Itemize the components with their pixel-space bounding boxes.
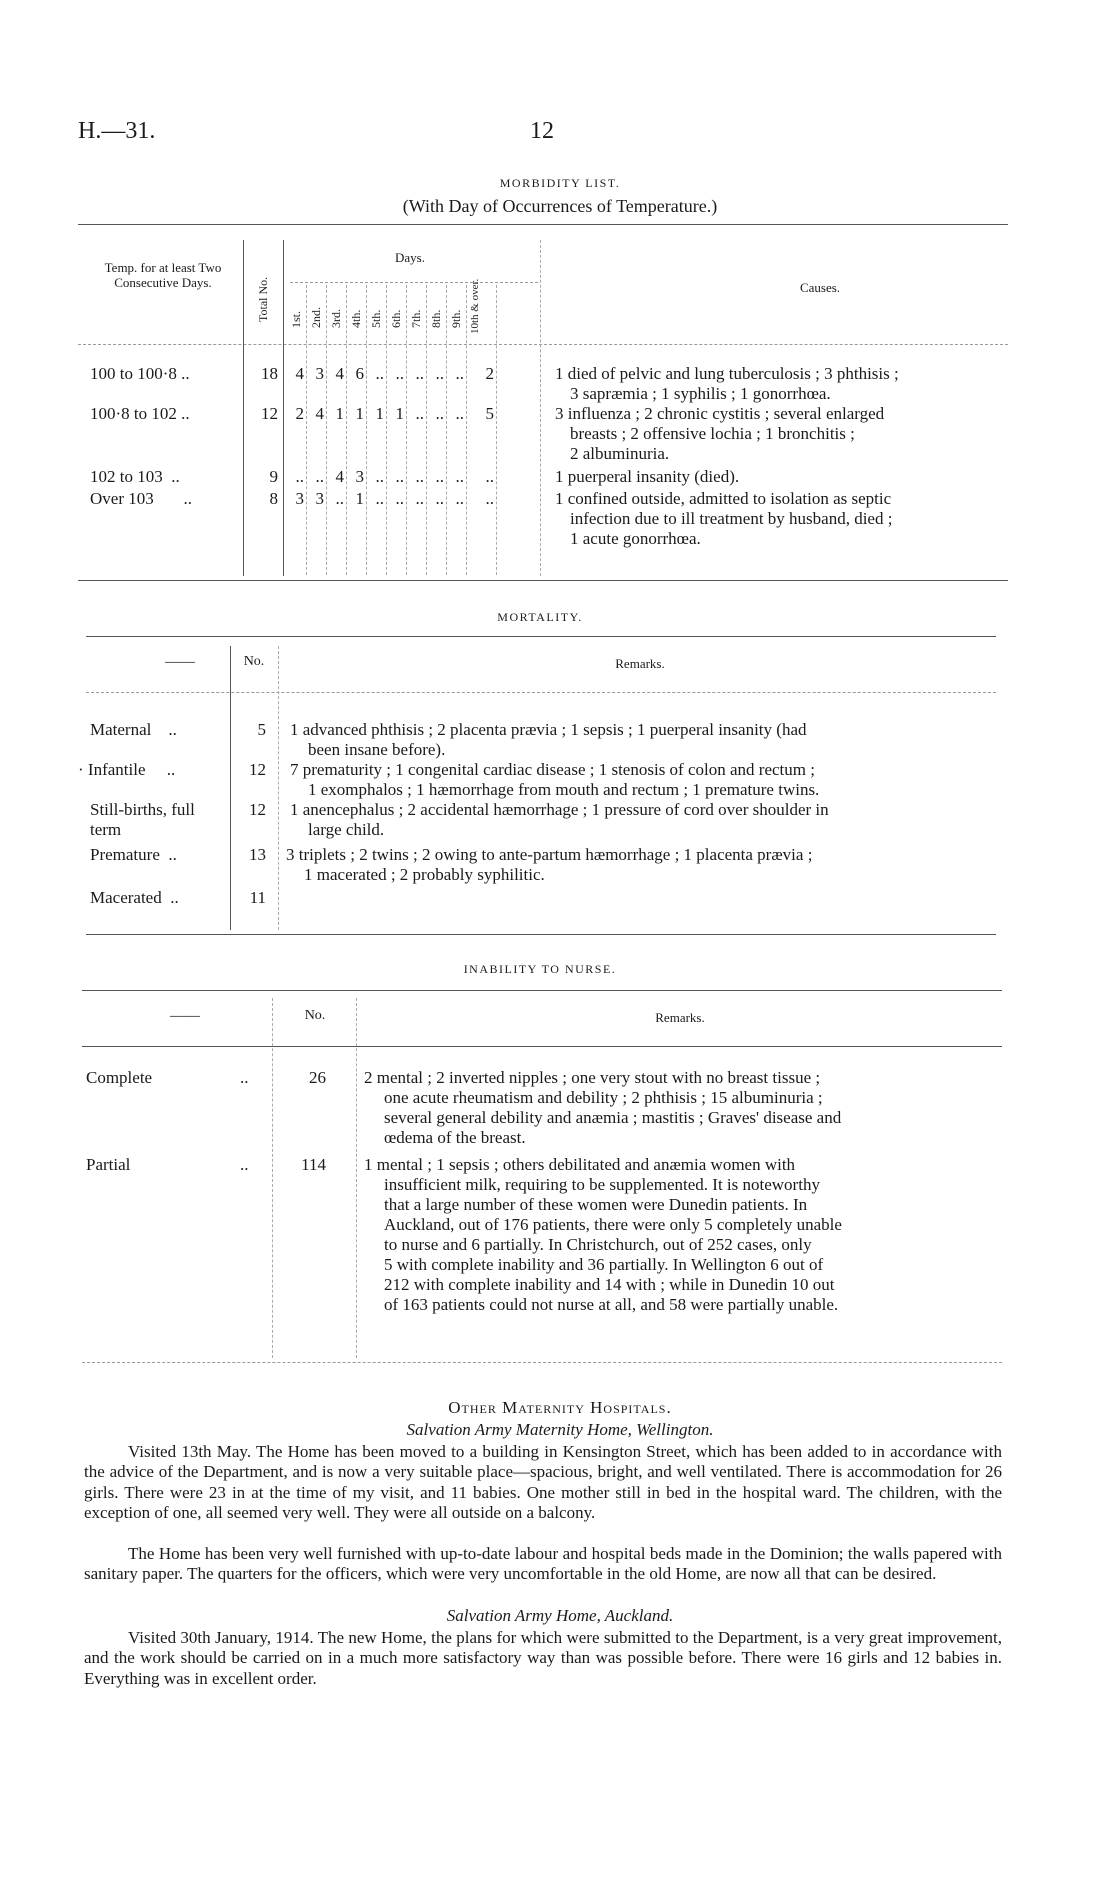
col-causes-header: Causes. [799, 280, 841, 295]
inability-remark: 212 with complete inability and 14 with ; while in Dunedin 10 out [384, 1275, 835, 1294]
inability-remark: one acute rheumatism and debility ; 2 phthisis ; 15 albuminuria ; [384, 1088, 823, 1107]
inability-remark: that a large number of these women were Dunedin patients. In [384, 1195, 808, 1214]
mortality-count: 11 [249, 888, 266, 907]
mortality-count: 12 [249, 760, 266, 779]
mortality-label: Still-births, full [90, 800, 195, 819]
day-value: .. [375, 467, 384, 486]
day-value: .. [335, 489, 344, 508]
mortality-col-type: —— [165, 654, 195, 670]
paragraph: Visited 30th January, 1914. The new Home, the plans for which were submitted to the Department, is a very great improvement, and the work should be carried on in a much more satisfactory way than was possible before. There were 16 girls and 12 babies in. Everything was in excellent order. [84, 1628, 1002, 1688]
col-days-header: Days. [395, 250, 425, 265]
day-header-10: 10th & over. [469, 278, 481, 334]
col-total-header: Total No. [256, 276, 270, 322]
day-value: .. [485, 467, 494, 486]
day-value: 6 [355, 364, 364, 383]
mortality-remark: 7 prematurity ; 1 congenital cardiac disease ; 1 stenosis of colon and rectum ; [290, 760, 815, 779]
total-count: 12 [261, 404, 278, 423]
leader-dots: .. [240, 1155, 249, 1174]
inability-remark: several general debility and anæmia ; mastitis ; Graves' disease and [384, 1108, 842, 1127]
mortality-remark: 1 macerated ; 2 probably syphilitic. [304, 865, 545, 884]
day-value: 1 [395, 404, 404, 423]
day-header-9: 9th. [449, 309, 463, 328]
inability-count: 26 [309, 1068, 326, 1087]
causes-text: 1 died of pelvic and lung tuberculosis ; 3 phthisis ; [555, 364, 899, 383]
day-header-8: 8th. [429, 309, 443, 328]
mortality-col-remarks: Remarks. [615, 656, 665, 671]
morbidity-title: MORBIDITY LIST. [499, 176, 621, 190]
day-header-1: 1st. [289, 310, 303, 328]
day-value: .. [375, 489, 384, 508]
day-value: .. [415, 364, 424, 383]
mortality-label: Premature .. [90, 845, 177, 864]
day-value: 4 [315, 404, 324, 423]
day-value: .. [415, 489, 424, 508]
mortality-title: MORTALITY. [497, 610, 583, 624]
day-header-4: 4th. [349, 309, 363, 328]
day-value: .. [435, 467, 444, 486]
day-value: 4 [335, 364, 344, 383]
day-value: 1 [355, 489, 364, 508]
total-count: 9 [269, 467, 278, 486]
day-value: .. [435, 364, 444, 383]
day-value: .. [375, 364, 384, 383]
day-value: .. [435, 404, 444, 423]
inability-col-remarks: Remarks. [655, 1010, 705, 1025]
day-value: 1 [375, 404, 384, 423]
day-value: 2 [295, 404, 304, 423]
mortality-label: Macerated .. [90, 888, 179, 907]
day-value: 1 [355, 404, 364, 423]
causes-text: 1 acute gonorrhœa. [570, 529, 701, 548]
inability-remark: insufficient milk, requiring to be supplemented. It is noteworthy [384, 1175, 820, 1194]
day-value: .. [315, 467, 324, 486]
mortality-remark: 1 anencephalus ; 2 accidental hæmorrhage ; 1 pressure of cord over shoulder in [290, 800, 829, 819]
day-value: .. [455, 404, 464, 423]
day-value: 2 [485, 364, 494, 383]
paragraph: The Home has been very well furnished with up-to-date labour and hospital beds made in the Dominion; the walls papered with sanitary paper. The quarters for the officers, which were very uncomfortable in the old Home, are now all that can be desired. [84, 1544, 1002, 1584]
inability-remark: 5 with complete inability and 36 partially. In Wellington 6 out of [384, 1255, 824, 1274]
mortality-remark: 1 advanced phthisis ; 2 placenta prævia ; 1 sepsis ; 1 puerperal insanity (had [290, 720, 807, 739]
day-value: .. [395, 364, 404, 383]
day-header-2: 2nd. [309, 307, 323, 328]
mortality-label: Maternal .. [90, 720, 177, 739]
mortality-remark: 3 triplets ; 2 twins ; 2 owing to ante-partum hæmorrhage ; 1 placenta prævia ; [286, 845, 813, 864]
day-value: .. [455, 489, 464, 508]
day-value: .. [455, 467, 464, 486]
inability-col-type: —— [170, 1008, 200, 1024]
mortality-count: 5 [257, 720, 266, 739]
section-heading: Salvation Army Maternity Home, Wellington. [406, 1420, 714, 1439]
mortality-col-no: No. [243, 654, 265, 669]
mortality-label: · Infantile .. [78, 760, 176, 779]
morbidity-subtitle: (With Day of Occurrences of Temperature.) [402, 196, 718, 216]
day-value: .. [395, 467, 404, 486]
mortality-count: 12 [249, 800, 266, 819]
day-value: 3 [315, 364, 324, 383]
inability-col-no: No. [304, 1008, 326, 1023]
day-value: .. [415, 467, 424, 486]
day-value: 3 [315, 489, 324, 508]
inability-remark: Auckland, out of 176 patients, there were only 5 completely unable [384, 1215, 842, 1234]
causes-text: 1 confined outside, admitted to isolation as septic [555, 489, 892, 508]
col-temp-header: Temp. for at least Two Consecutive Days. [104, 260, 222, 290]
causes-text: 2 albuminuria. [570, 444, 670, 463]
day-header-7: 7th. [409, 309, 423, 328]
inability-remark: 1 mental ; 1 sepsis ; others debilitated and anæmia women with [364, 1155, 796, 1174]
series-number: H.—31. [78, 118, 156, 144]
inability-label: Complete [86, 1068, 153, 1087]
causes-text: infection due to ill treatment by husband, died ; [570, 509, 893, 528]
total-count: 8 [269, 489, 278, 508]
causes-text: 3 influenza ; 2 chronic cystitis ; several enlarged [555, 404, 885, 423]
temp-range: 100 to 100·8 .. [90, 364, 190, 383]
day-value: 4 [295, 364, 304, 383]
day-value: .. [485, 489, 494, 508]
day-value: 4 [335, 467, 344, 486]
mortality-remark: large child. [308, 820, 385, 839]
day-value: 5 [485, 404, 494, 423]
total-count: 18 [261, 364, 278, 383]
day-header-3: 3rd. [329, 309, 343, 328]
causes-text: 1 puerperal insanity (died). [555, 467, 740, 486]
mortality-remark: 1 exomphalos ; 1 hæmorrhage from mouth and rectum ; 1 premature twins. [308, 780, 820, 799]
causes-text: breasts ; 2 offensive lochia ; 1 bronchitis ; [570, 424, 855, 443]
temp-range: 100·8 to 102 .. [90, 404, 190, 423]
day-value: 1 [335, 404, 344, 423]
inability-remark: of 163 patients could not nurse at all, and 58 were partially unable. [384, 1295, 839, 1314]
other-hospitals-title: Other Maternity Hospitals. [448, 1398, 672, 1417]
day-value: 3 [295, 489, 304, 508]
day-value: 3 [355, 467, 364, 486]
day-value: .. [435, 489, 444, 508]
inability-count: 114 [301, 1155, 326, 1174]
mortality-count: 13 [249, 845, 266, 864]
day-value: .. [415, 404, 424, 423]
temp-range: Over 103 .. [90, 489, 192, 508]
mortality-label: term [90, 820, 122, 839]
day-value: .. [455, 364, 464, 383]
temp-range: 102 to 103 .. [90, 467, 180, 486]
inability-remark: 2 mental ; 2 inverted nipples ; one very stout with no breast tissue ; [364, 1068, 821, 1087]
day-header-5: 5th. [369, 309, 383, 328]
leader-dots: .. [240, 1068, 249, 1087]
paragraph: Visited 13th May. The Home has been moved to a building in Kensington Street, which has been added to in accordance with the advice of the Department, and is now a very suitable place—spacious, bright, and well ventilated. There is accommodation for 26 girls. There were 23 in at the time of my visit, and 11 babies. One mother still in bed in the hospital ward. The children, with the exception of one, all seemed very well. They were all outside on a balcony. [84, 1442, 1002, 1523]
inability-remark: to nurse and 6 partially. In Christchurch, out of 252 cases, only [384, 1235, 812, 1254]
day-value: .. [395, 489, 404, 508]
page-number: 12 [530, 118, 554, 144]
inability-remark: œdema of the breast. [384, 1128, 526, 1147]
section-heading: Salvation Army Home, Auckland. [446, 1606, 674, 1625]
day-value: .. [295, 467, 304, 486]
mortality-remark: been insane before). [308, 740, 446, 759]
day-header-6: 6th. [389, 309, 403, 328]
causes-text: 3 sapræmia ; 1 syphilis ; 1 gonorrhœa. [570, 384, 831, 403]
inability-title: INABILITY TO NURSE. [463, 962, 617, 976]
inability-label: Partial [86, 1155, 131, 1174]
